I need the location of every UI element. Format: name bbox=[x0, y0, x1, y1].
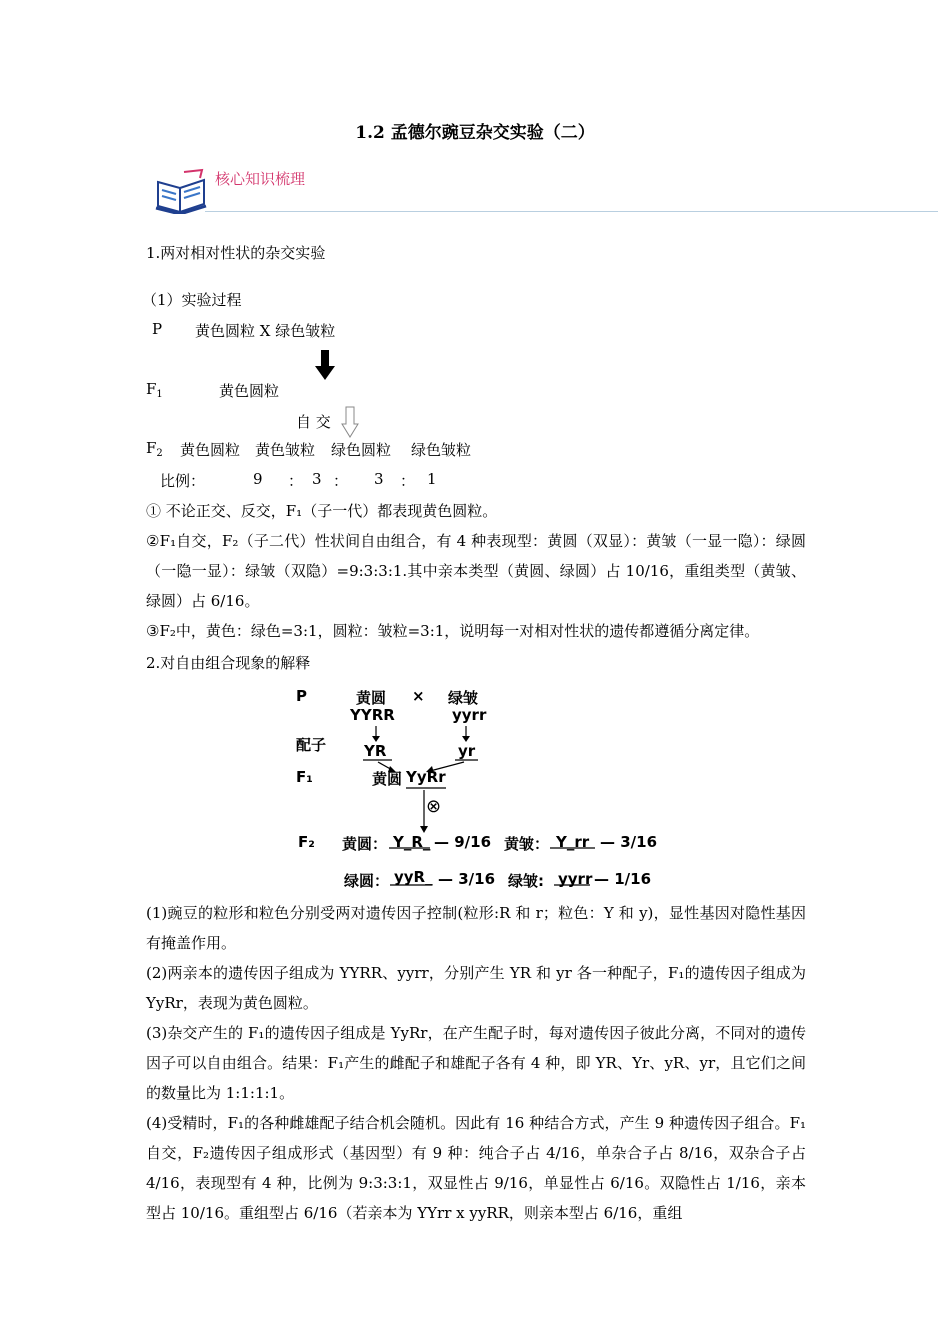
point-2: ②F₁自交，F₂（子二代）性状间自由组合，有 4 种表现型：黄圆（双显）：黄皱（一显一隐）：绿圆（一隐一显）：绿皱（双隐）=9:3:3:1.其中亲本类型（黄圆、绿圆）占 10/16，重组类型（黄皱、绿圆）占 6/16。 bbox=[146, 532, 806, 610]
point-1: ① 不论正交、反交，F₁（子一代）都表现黄色圆粒。 bbox=[146, 502, 498, 520]
p-cross: 黄色圆粒 X 绿色皱粒 bbox=[195, 322, 336, 340]
point-3: ③F₂中，黄色：绿色=3:1，圆粒：皱粒=3:1，说明每一对相对性状的遗传都遵循分离定律。 bbox=[146, 622, 760, 640]
diagram-r4-geno: yyrr bbox=[558, 870, 593, 888]
diagram-r4-ratio: — 1/16 bbox=[594, 870, 652, 888]
diagram-r3-label: 绿圆： bbox=[344, 872, 390, 890]
diagram-p: P bbox=[296, 687, 307, 705]
diagram-r1-label: 黄圆： bbox=[342, 835, 388, 853]
ratio-value: 1 bbox=[427, 470, 437, 488]
diagram-f2: F₂ bbox=[298, 833, 315, 851]
explanation-2: (2)两亲本的遗传因子组成为 YYRR、yyrr，分别产生 YR 和 yr 各一种配子，F₁的遗传因子组成为 YyRr，表现为黄色圆粒。 bbox=[146, 964, 806, 1012]
diagram-f1: F₁ bbox=[296, 768, 313, 786]
diagram-green-wrinkled: 绿皱 bbox=[448, 689, 479, 707]
f2-label: $F_2$ bbox=[146, 439, 163, 459]
section2-heading: 2.对自由组合现象的解释 bbox=[146, 654, 311, 672]
ratio-label: 比例： bbox=[160, 472, 206, 490]
diagram-gamete-label: 配子 bbox=[296, 736, 327, 754]
diagram-cross: × bbox=[412, 687, 425, 705]
section-banner-label: 核心知识梳理 bbox=[215, 170, 306, 188]
diagram-gamete-2: yr bbox=[458, 742, 476, 760]
f2-value-2: 黄色皱粒 bbox=[255, 441, 316, 459]
diagram-r3-ratio: — 3/16 bbox=[438, 870, 496, 888]
diagram-yellow-round: 黄圆 bbox=[356, 689, 387, 707]
f1-value: 黄色圆粒 bbox=[219, 382, 280, 400]
f2-value-3: 绿色圆粒 bbox=[331, 441, 392, 459]
p-label: P bbox=[152, 320, 163, 338]
f2-value-1: 黄色圆粒 bbox=[180, 441, 241, 459]
ratio-value: 3 bbox=[374, 470, 384, 488]
f1-label: $F_1$ bbox=[146, 380, 163, 400]
diagram-gamete-1: YR bbox=[364, 742, 387, 760]
book-icon bbox=[154, 168, 208, 214]
ratio-value: 9 bbox=[253, 470, 263, 488]
genetics-cross-diagram bbox=[290, 682, 670, 894]
explanation-3: (3)杂交产生的 F₁的遗传因子组成是 YyRr，在产生配子时，每对遗传因子彼此分离，不同对的遗传因子可以自由组合。结果：F₁产生的雌配子和雄配子各有 4 种，即 YR、Yr、yR、yr，且它们之间的数量比为 1:1:1:1。 bbox=[146, 1024, 806, 1102]
banner-divider bbox=[205, 211, 938, 212]
diagram-r1-ratio: — 9/16 bbox=[434, 833, 492, 851]
ratio-sep: ： bbox=[288, 472, 304, 490]
diagram-r2-label: 黄皱： bbox=[504, 835, 550, 853]
explanation-4: (4)受精时，F₁的各种雌雄配子结合机会随机。因此有 16 种结合方式，产生 9 种遗传因子组合。F₁自交，F₂遗传因子组成形式（基因型）有 9 种：纯合子占 4/16，单杂合子占 8/16，双杂合子占 4/16，表现型有 4 种，比例为 9:3:3:1，双显性占 9/16，单显性占 6/16。双隐性占 1/16，亲本型占 10/16。重组型占 6/16（若亲本为 YYrr x yyRR，则亲本型占 6/16，重组 bbox=[146, 1114, 806, 1222]
selfing-label: 自 交 bbox=[296, 413, 331, 431]
ratio-sep: ： bbox=[333, 472, 349, 490]
diagram-parent1-geno: YYRR bbox=[350, 706, 395, 724]
diagram-f1-label: 黄圆 bbox=[372, 770, 403, 788]
ratio-value: 3 bbox=[312, 470, 322, 488]
selfing-symbol-icon: ⊗ bbox=[426, 796, 442, 817]
down-arrow-icon bbox=[315, 350, 335, 380]
diagram-r1-geno: Y_R_ bbox=[393, 833, 431, 851]
page-title: 1.2 孟德尔豌豆杂交实验（二） bbox=[355, 123, 595, 143]
diagram-r2-ratio: — 3/16 bbox=[600, 833, 658, 851]
explanation-1: (1)豌豆的粒形和粒色分别受两对遗传因子控制(粒形:R 和 r；粒色：Y 和 y)，显性基因对隐性基因有掩盖作用。 bbox=[146, 904, 806, 952]
diagram-f1-geno: YyRr bbox=[406, 768, 446, 786]
ratio-sep: ： bbox=[400, 472, 416, 490]
outline-down-arrow-icon bbox=[341, 406, 359, 438]
diagram-r4-label: 绿皱: bbox=[508, 872, 544, 890]
section1-heading: 1.两对相对性状的杂交实验 bbox=[146, 244, 326, 262]
diagram-parent2-geno: yyrr bbox=[452, 706, 487, 724]
f2-value-4: 绿色皱粒 bbox=[411, 441, 472, 459]
diagram-r3-geno: yyR_ bbox=[394, 868, 433, 886]
section1-subheading: （1）实验过程 bbox=[142, 291, 242, 309]
diagram-r2-geno: Y_rr bbox=[556, 833, 590, 851]
